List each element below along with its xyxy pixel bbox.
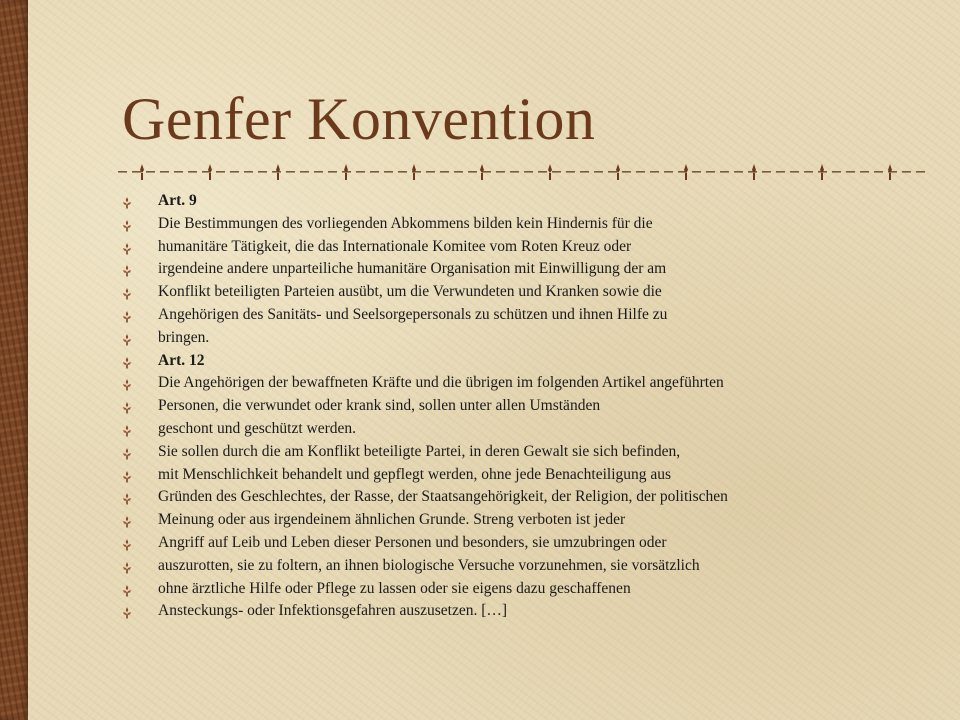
fleur-bullet-icon: [122, 220, 132, 232]
bullet-item: [118, 441, 918, 464]
bullet-text: Angriff auf Leib und Leben dieser Personen und besonders, sie umzubringen oder: [158, 533, 667, 551]
fleur-bullet-icon: [122, 265, 132, 277]
bullet-item: [118, 555, 918, 578]
bullet-item: [118, 418, 918, 441]
decorative-left-band: [0, 0, 28, 720]
bullet-item: [118, 532, 918, 555]
bullet-text: mit Menschlichkeit behandelt und gepflegt werden, ohne jede Benachteiligung aus: [158, 465, 672, 483]
fleur-bullet-icon: [122, 402, 132, 414]
bullet-item: [118, 600, 918, 623]
bullet-item: [118, 190, 918, 213]
bullet-item: [118, 213, 918, 236]
bullet-text: auszurotten, sie zu foltern, an ihnen biologische Versuche vorzunehmen, sie vorsätzlich: [158, 556, 700, 574]
bullet-text: Ansteckungs- oder Infektionsgefahren auszusetzen. […]: [158, 602, 508, 620]
bullet-text: geschont und geschützt werden.: [158, 419, 356, 437]
fleur-bullet-icon: [122, 425, 132, 437]
bullet-text: Die Angehörigen der bewaffneten Kräfte und die übrigen im folgenden Artikel angeführten: [158, 374, 724, 392]
bullet-item: [118, 281, 918, 304]
bullet-text: Gründen des Geschlechtes, der Rasse, der Staatsangehörigkeit, der Religion, der politischen: [158, 488, 728, 506]
divider-ornament-icon: [548, 164, 552, 180]
bullet-item: [118, 486, 918, 509]
bullet-text: Die Bestimmungen des vorliegenden Abkommens bilden kein Hindernis für die: [158, 214, 653, 232]
fleur-bullet-icon: [122, 585, 132, 597]
fleur-bullet-icon: [122, 243, 132, 255]
fleur-bullet-icon: [122, 311, 132, 323]
bullet-text: Konflikt beteiligten Parteien ausübt, um die Verwundeten und Kranken sowie die: [158, 283, 662, 301]
bullet-item: [118, 258, 918, 281]
bullet-text: Personen, die verwundet oder krank sind, sollen unter allen Umständen: [158, 397, 601, 415]
bullet-item: [118, 578, 918, 601]
bullet-item: [118, 350, 918, 373]
fleur-bullet-icon: [122, 197, 132, 209]
slide-title: Genfer Konvention: [122, 86, 596, 152]
bullet-item: [118, 464, 918, 487]
bullet-text: irgendeine andere unparteiliche humanitäre Organisation mit Einwilligung der am: [158, 260, 667, 278]
fleur-bullet-icon: [122, 562, 132, 574]
bullet-text: Art. 9: [158, 192, 197, 209]
decorative-divider: [118, 160, 928, 184]
bullet-item: [118, 236, 918, 259]
fleur-bullet-icon: [122, 516, 132, 528]
fleur-bullet-icon: [122, 357, 132, 369]
fleur-bullet-icon: [122, 471, 132, 483]
bullet-item: [118, 509, 918, 532]
bullet-text: Art. 12: [158, 351, 205, 369]
bullet-text: Sie sollen durch die am Konflikt beteiligte Partei, in deren Gewalt sie sich befinden,: [158, 442, 681, 460]
bullet-text: humanitäre Tätigkeit, die das Internationale Komitee vom Roten Kreuz oder: [158, 237, 632, 255]
fleur-bullet-icon: [122, 334, 132, 346]
bullet-item: [118, 395, 918, 418]
bullet-item: [118, 304, 918, 327]
bullet-text: ohne ärztliche Hilfe oder Pflege zu lassen oder sie eigens dazu geschaffenen: [158, 579, 631, 597]
fleur-bullet-icon: [122, 607, 132, 619]
fleur-bullet-icon: [122, 493, 132, 505]
bullet-text: Meinung oder aus irgendeinem ähnlichen Grunde. Streng verboten ist jeder: [158, 511, 626, 529]
bullet-text: bringen.: [158, 328, 210, 346]
fleur-bullet-icon: [122, 539, 132, 551]
bullet-item: [118, 327, 918, 350]
fleur-bullet-icon: [122, 448, 132, 460]
bullet-list: [118, 190, 918, 623]
fleur-bullet-icon: [122, 288, 132, 300]
bullet-text: Angehörigen des Sanitäts- und Seelsorgepersonals zu schützen und ihnen Hilfe zu: [158, 305, 668, 323]
fleur-bullet-icon: [122, 379, 132, 391]
bullet-item: [118, 372, 918, 395]
